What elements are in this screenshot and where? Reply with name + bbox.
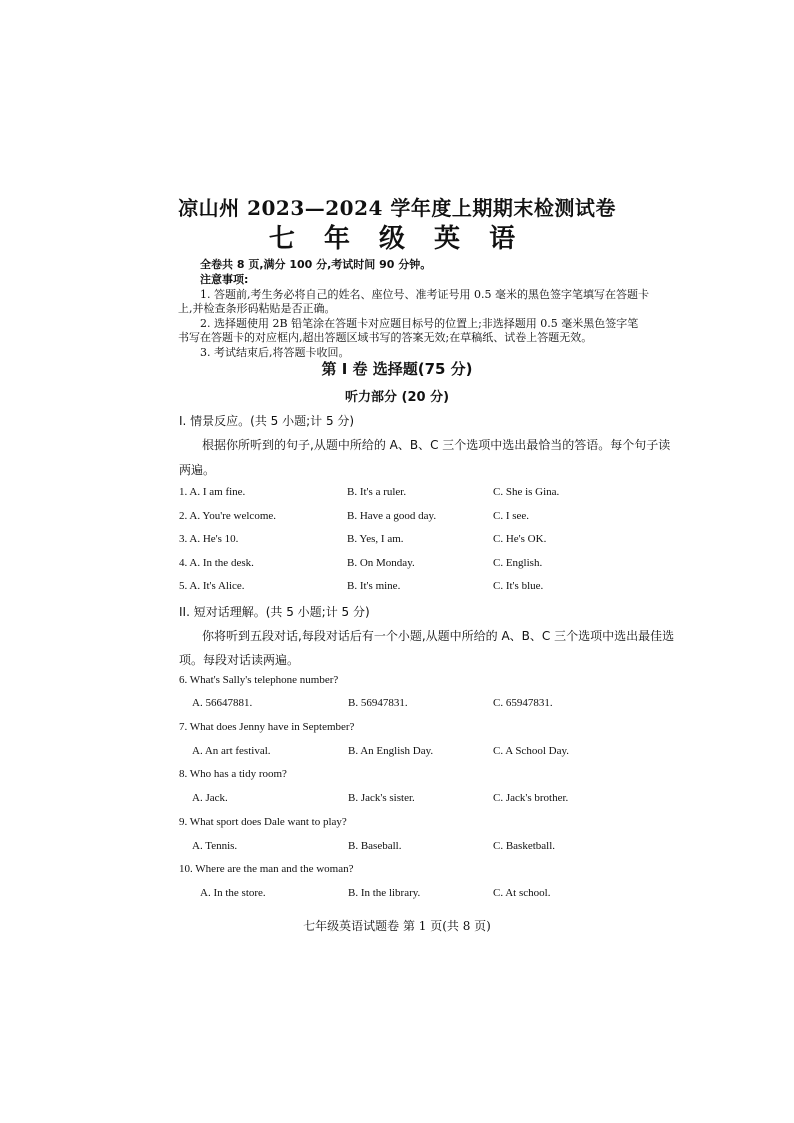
notes-heading: 注意事项: bbox=[200, 273, 249, 286]
q7-option-c: C. A School Day. bbox=[493, 745, 569, 757]
q5-option-b: B. It's mine. bbox=[347, 580, 401, 592]
q10-option-a: A. In the store. bbox=[200, 887, 266, 899]
q10-option-b: B. In the library. bbox=[348, 887, 421, 899]
q4-option-c: C. English. bbox=[493, 557, 543, 569]
part-2-instruction-line-2: 项。每段对话读两遍。 bbox=[179, 653, 300, 667]
exam-title: 凉山州 2023—2024 学年度上期期末检测试卷 bbox=[178, 196, 616, 220]
q4-option-a: 4. A. In the desk. bbox=[179, 557, 254, 569]
q9-option-a: A. Tennis. bbox=[192, 840, 238, 852]
part-1-title: I. 情景反应。(共 5 小题;计 5 分) bbox=[179, 414, 355, 428]
note-1-line-2: 上,并检查条形码粘贴是否正确。 bbox=[178, 302, 336, 315]
note-2-line-1: 2. 选择题使用 2B 铅笔涂在答题卡对应题目标号的位置上;非选择题用 0.5 毫米黑色签字笔 bbox=[200, 317, 639, 330]
q8-stem: 8. Who has a tidy room? bbox=[179, 768, 287, 780]
exam-info: 全卷共 8 页,满分 100 分,考试时间 90 分钟。 bbox=[200, 258, 432, 271]
q1-option-a: 1. A. I am fine. bbox=[179, 486, 246, 498]
subject-title: 七 年 级 英 语 bbox=[268, 224, 526, 254]
q7-option-b: B. An English Day. bbox=[348, 745, 434, 757]
listening-heading: 听力部分 (20 分) bbox=[344, 390, 450, 405]
q8-option-c: C. Jack's brother. bbox=[493, 792, 569, 804]
q8-option-a: A. Jack. bbox=[192, 792, 228, 804]
q6-option-c: C. 65947831. bbox=[493, 697, 553, 709]
q3-option-b: B. Yes, I am. bbox=[347, 533, 404, 545]
part-1-instruction-line-1: 根据你所听到的句子,从题中所给的 A、B、C 三个选项中选出最恰当的答语。每个句子读 bbox=[202, 438, 671, 452]
q2-option-b: B. Have a good day. bbox=[347, 510, 437, 522]
note-3: 3. 考试结束后,将答题卡收回。 bbox=[200, 346, 350, 359]
note-2-line-2: 书写在答题卡的对应框内,超出答题区域书写的答案无效;在草稿纸、试卷上答题无效。 bbox=[178, 331, 593, 344]
q5-option-a: 5. A. It's Alice. bbox=[179, 580, 245, 592]
q7-option-a: A. An art festival. bbox=[192, 745, 271, 757]
part-2-instruction-line-1: 你将听到五段对话,每段对话后有一个小题,从题中所给的 A、B、C 三个选项中选出最佳选 bbox=[202, 629, 675, 643]
note-1-line-1: 1. 答题前,考生务必将自己的姓名、座位号、准考证号用 0.5 毫米的黑色签字笔填写在答题卡 bbox=[200, 288, 649, 301]
q9-option-b: B. Baseball. bbox=[348, 840, 402, 852]
q6-option-b: B. 56947831. bbox=[348, 697, 408, 709]
q3-option-a: 3. A. He's 10. bbox=[179, 533, 239, 545]
q6-option-a: A. 56647881. bbox=[192, 697, 253, 709]
q10-stem: 10. Where are the man and the woman? bbox=[179, 863, 354, 875]
q9-stem: 9. What sport does Dale want to play? bbox=[179, 816, 347, 828]
q1-option-c: C. She is Gina. bbox=[493, 486, 560, 498]
q4-option-b: B. On Monday. bbox=[347, 557, 415, 569]
q2-option-a: 2. A. You're welcome. bbox=[179, 510, 277, 522]
q6-stem: 6. What's Sally's telephone number? bbox=[179, 674, 339, 686]
volume-title: 第 I 卷 选择题(75 分) bbox=[321, 360, 473, 378]
q5-option-c: C. It's blue. bbox=[493, 580, 544, 592]
q10-option-c: C. At school. bbox=[493, 887, 551, 899]
q9-option-c: C. Basketball. bbox=[493, 840, 556, 852]
part-2-title: II. 短对话理解。(共 5 小题;计 5 分) bbox=[179, 605, 370, 619]
q7-stem: 7. What does Jenny have in September? bbox=[179, 721, 355, 733]
q2-option-c: C. I see. bbox=[493, 510, 530, 522]
q1-option-b: B. It's a ruler. bbox=[347, 486, 407, 498]
q3-option-c: C. He's OK. bbox=[493, 533, 547, 545]
page-footer: 七年级英语试题卷 第 1 页(共 8 页) bbox=[303, 919, 491, 933]
part-1-instruction-line-2: 两遍。 bbox=[179, 463, 216, 477]
q8-option-b: B. Jack's sister. bbox=[348, 792, 415, 804]
